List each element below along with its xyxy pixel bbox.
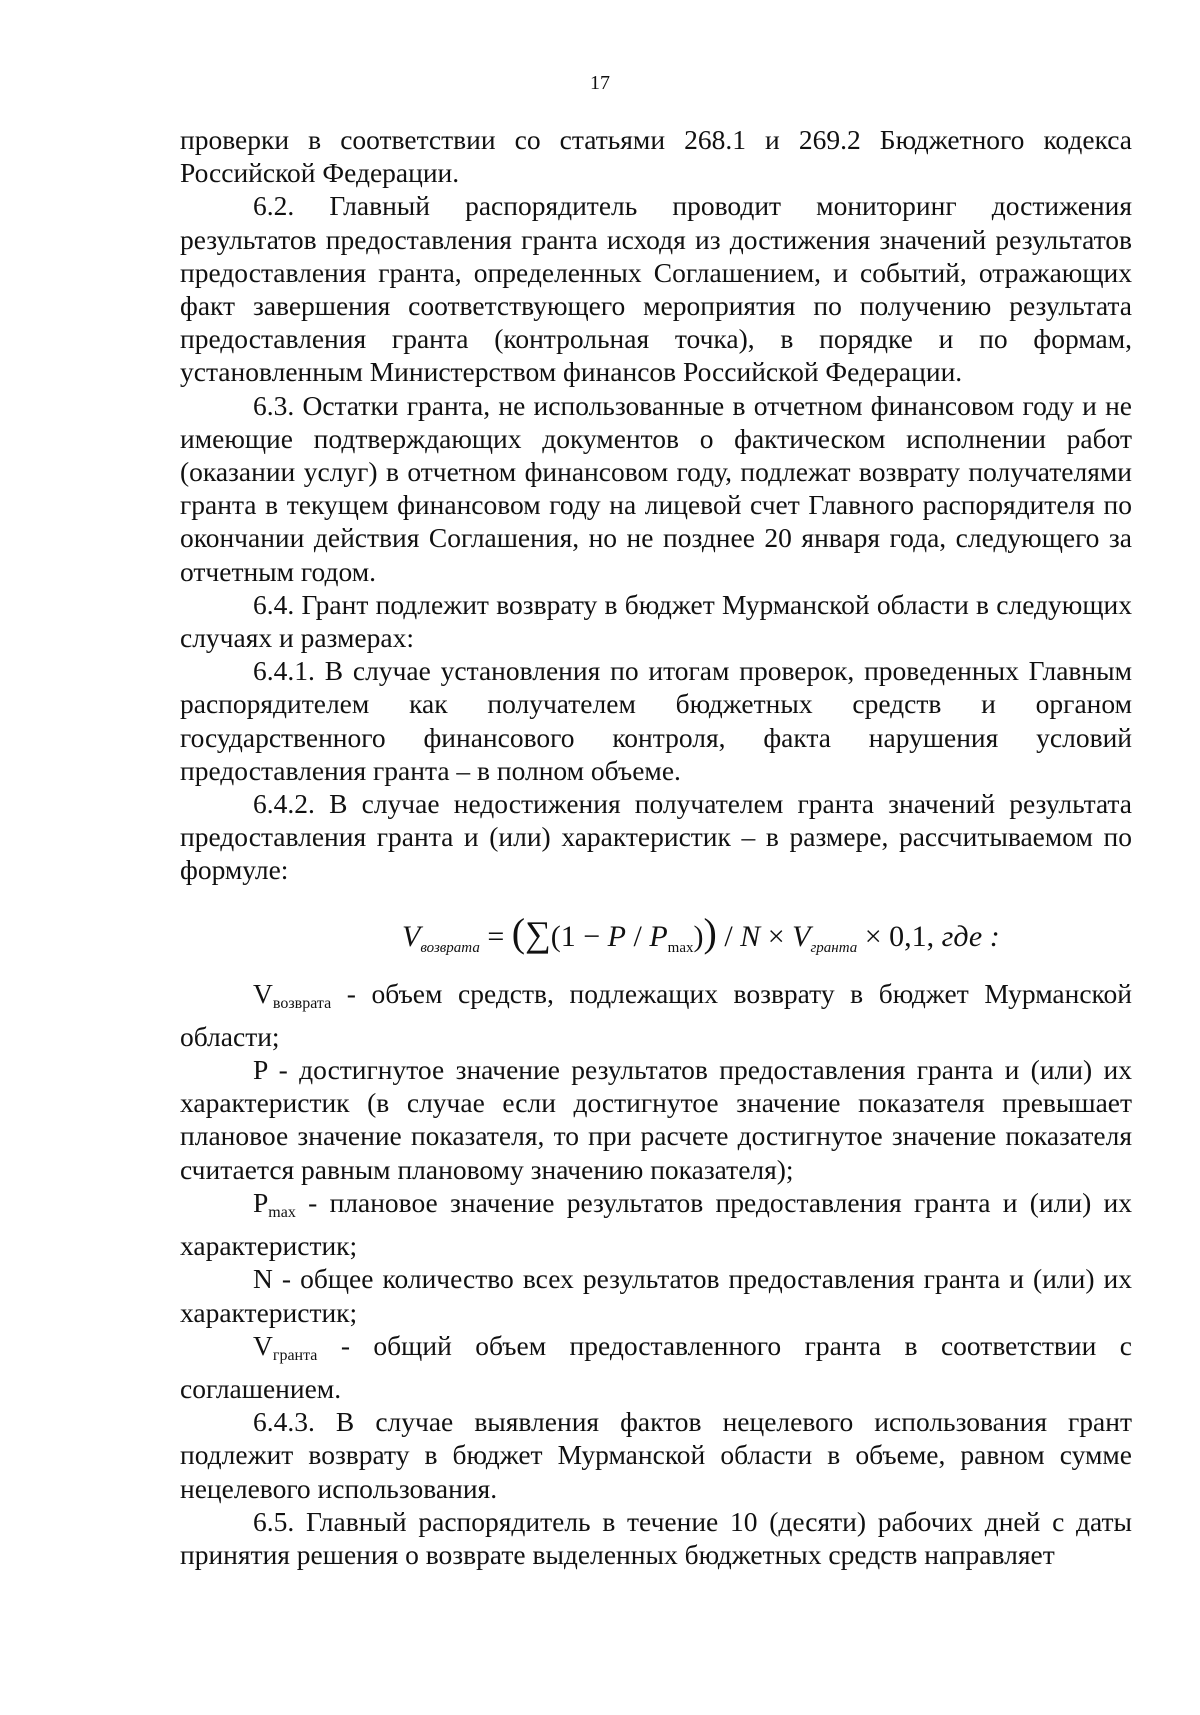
definition-v-grant-text: - общий объем предоставленного гранта в соответствии с соглашением.	[180, 1329, 1132, 1404]
formula-slash: /	[626, 919, 650, 953]
paragraph-6-5: 6.5. Главный распорядитель в течение 10 (десяти) рабочих дней с даты принятия решения о возврате выделенных бюджетных средств направляет	[180, 1505, 1132, 1570]
definition-pmax	[180, 1186, 1132, 1262]
paragraph-6-4-2: 6.4.2. В случае недостижения получателем гранта значений результата предоставления гранта и (или) характеристик – в размере, рассчитываемом по формуле:	[180, 788, 1132, 886]
definition-v-return	[180, 977, 1132, 1053]
return-amount-formula	[180, 905, 1132, 961]
formula-inner-end: )	[693, 919, 704, 953]
definition-p-symbol: P	[253, 1054, 268, 1086]
document-body	[180, 123, 1132, 1571]
formula-v-grant-subscript: гранта	[810, 939, 858, 956]
paragraph-audit-articles: проверки в соответствии со статьями 268.1 и 269.2 Бюджетного кодекса Российской Федерации.	[180, 124, 1132, 189]
paragraph-6-3: 6.3. Остатки гранта, не использованные в отчетном финансовом году и не имеющие подтверждающих документов о фактическом исполнении работ (оказании услуг) в отчетном финансовом году, подлежат возврату получателями гранта в текущем финансовом году на лицевой счет Главного распорядителя по окончании действия Соглашения, но не позднее 20 января года, следующего за отчетным годом.	[180, 389, 1132, 587]
formula-divide: /	[716, 919, 741, 953]
definition-v-return-symbol: V	[253, 977, 273, 1009]
paragraph-6-4-3: 6.4.3. В случае выявления фактов нецелевого использования грант подлежит возврату в бюджет Мурманской области в объеме, равном сумме нецелевого использования.	[180, 1406, 1132, 1504]
definition-p-text: - достигнутое значение результатов предоставления гранта и (или) их характеристик (в случае если достигнутое значение показателя превышает плановое значение показателя, то при расчете достигнутое значение показателя считается равным плановому значению показателя);	[180, 1054, 1132, 1185]
definition-v-grant-subscript: гранта	[272, 1346, 318, 1364]
definition-v-return-text: - объем средств, подлежащих возврату в бюджет Мурманской области;	[180, 977, 1132, 1052]
formula-equals: =	[479, 919, 512, 953]
formula-sum-sign: ∑	[525, 913, 551, 954]
paragraph-6-2: 6.2. Главный распорядитель проводит мониторинг достижения результатов предоставления гранта исходя из достижения значений результатов предоставления гранта, определенных Соглашением, и событий, отражающих факт завершения соответствующего мероприятия по получению результата предоставления гранта (контрольная точка), в порядке и по формам, установленным Министерством финансов Российской Федерации.	[180, 190, 1132, 388]
definition-pmax-symbol: P	[253, 1186, 269, 1218]
formula-colon: :	[982, 919, 1000, 953]
formula-n-symbol: N	[740, 919, 761, 953]
definition-v-grant	[180, 1329, 1132, 1405]
definition-n-text: - общее количество всех результатов предоставления гранта и (или) их характеристик;	[180, 1263, 1132, 1328]
definition-pmax-subscript: max	[268, 1203, 296, 1221]
definition-n	[180, 1262, 1132, 1328]
formula-open-paren: (	[511, 909, 526, 955]
formula-pmax-symbol: P	[649, 919, 668, 953]
formula-times: ×	[760, 919, 793, 953]
formula-pmax-subscript: max	[667, 939, 694, 956]
formula-where: где	[941, 919, 983, 953]
formula-coefficient: × 0,1,	[857, 919, 942, 953]
definition-n-symbol: N	[253, 1263, 273, 1295]
definition-p	[180, 1053, 1132, 1186]
formula-p-symbol: P	[607, 919, 626, 953]
definition-pmax-text: - плановое значение результатов предоставления гранта и (или) их характеристик;	[180, 1186, 1132, 1262]
formula-v-return-subscript: возврата	[420, 939, 480, 956]
formula-inner-start: (1 −	[550, 919, 608, 953]
formula-v-grant-symbol: V	[792, 919, 811, 953]
formula-v-symbol: V	[402, 919, 421, 953]
paragraph-6-4-1: 6.4.1. В случае установления по итогам проверок, проведенных Главным распорядителем как получателем бюджетных средств и органом государственного финансового контроля, факта нарушения условий предоставления гранта – в полном объеме.	[180, 655, 1132, 786]
definition-v-return-subscript: возврата	[272, 994, 332, 1012]
paragraph-6-4: 6.4. Грант подлежит возврату в бюджет Мурманской области в следующих случаях и размерах:	[180, 588, 1132, 654]
definition-v-grant-symbol: V	[253, 1329, 273, 1361]
page-number: 17	[590, 72, 610, 94]
formula-close-paren: )	[703, 909, 717, 955]
